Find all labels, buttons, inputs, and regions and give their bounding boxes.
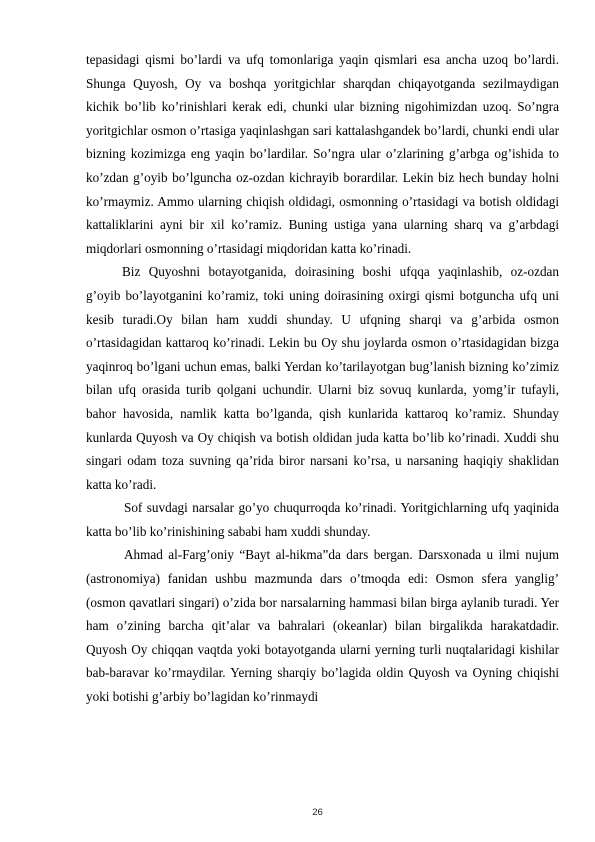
page-number: 26	[312, 807, 323, 818]
document-page	[86, 48, 559, 709]
paragraph-2: Biz Quyoshni botayotganida, doirasining boshi ufqqa yaqinlashib, oz-ozdan g’oyib bo’layotganini ko’ramiz, toki uning doirasining oxirgi qismi botguncha ufq uni kesib turadi.Oy bilan ham xuddi shunday. U ufqning sharqi va g’arbida osmon o’rtasidagidan kattaroq ko’rinadi. Lekin bu Oy shu joylarda osmon o’rtasidagidan bizga yaqinroq bo’lgani uchun emas, balki Yerdan ko’tarilayotgan bug’lanish bizning ko’zimiz bilan ufq orasida turib qolgani uchundir. Ularni biz sovuq kunlarda, yomg’ir tufayli, bahor havosida, namlik katta bo’lganda, qish kunlarida kattaroq ko’ramiz. Shunday kunlarda Quyosh va Oy chiqish va botish oldidan juda katta bo’lib ko’rinadi. Xuddi shu singari odam toza suvning qa’rida biror narsani ko’rsa, u narsaning haqiqiy shaklidan katta ko’radi.	[86, 264, 559, 492]
paragraph-4: Ahmad al-Farg’oniy “Bayt al-hikma”da dars bergan. Darsxonada u ilmi nujum (astronomiya) fanidan ushbu mazmunda dars o’tmoqda edi: Osmon sfera yanglig’ (osmon qavatlari singari) o’zida bor narsalarning hammasi bilan birga aylanib turadi. Yer ham o’zining barcha qit’alar va bahralari (okeanlar) bilan birgalikda harakatdadir. Quyosh Oy chiqqan vaqtda yoki botayotganda ularni yerning turli nuqtalaridagi kishilar bab-baravar ko’rmaydilar. Yerning sharqiy bo’lagida oldin Quyosh va Oyning chiqishi yoki botishi g’arbiy bo’lagidan ko’rinmaydi	[86, 547, 559, 705]
paragraph-3: Sof suvdagi narsalar go’yo chuqurroqda ko’rinadi. Yoritgichlarning ufq yaqinida katta bo’lib ko’rinishining sababi ham xuddi shunday.	[86, 500, 559, 539]
paragraph-1: tepasidagi qismi bo’lardi va ufq tomonlariga yaqin qismlari esa ancha uzoq bo’lardi. Shunga Quyosh, Oy va boshqa yoritgichlar sharqdan chiqayotganda sezilmaydigan kichik bo’lib ko’rinishlari kerak edi, chunki ular bizning nigohimizdan uzoq. So’ngra yoritgichlar osmon o’rtasiga yaqinlashgan sari kattalashgandek bo’lardi, chunki endi ular bizning kozimizga eng yaqin bo’lardilar. So’ngra ular o’zlarining g’arbga og’ishida to ko’zdan g’oyib bo’lguncha oz-ozdan kichrayib borardilar. Lekin biz hech bunday holni ko’rmaymiz. Ammo ularning chiqish oldidagi, osmonning o’rtasidagi va botish oldidagi kattaliklarini ayni bir xil ko’ramiz. Buning ustiga yana ularning sharq va g’arbdagi miqdorlari osmonning o’rtasidagi miqdoridan katta ko’rinadi.	[86, 52, 559, 256]
